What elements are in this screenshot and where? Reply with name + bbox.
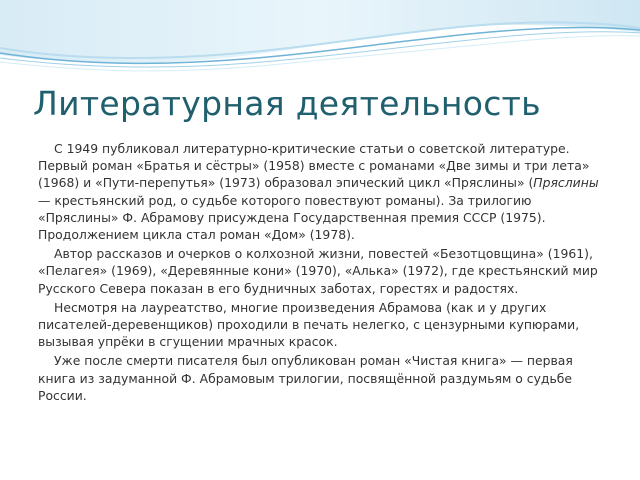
slide-body — [38, 140, 604, 406]
paragraph-3: Несмотря на лауреатство, многие произведения Абрамова (как и у других писателей-деревенщиков) проходили в печать нелегко, с цензурными купюрами, вызывая упрёки в сгущении мрачных красок. — [38, 299, 580, 350]
wave-header-decoration — [0, 0, 640, 80]
paragraph-4: Уже после смерти писателя был опубликован роман «Чистая книга» — первая книга из задуманной Ф. Абрамовым трилогии, посвящённой раздумьям о судьбе России. — [38, 353, 573, 403]
paragraph-1 — [38, 140, 604, 243]
paragraph-2: Автор рассказов и очерков о колхозной жизни, повестей «Безотцовщина» (1961), «Пелагея» (1969), «Деревянные кони» (1970), «Алька» (1972), где крестьянский мир Русского Севера показан в его будничных заботах, горестях и радостях. — [38, 246, 598, 296]
paragraph-1-text-start: С 1949 публиковал литературно-критические статьи о советской литературе. Первый роман «Братья и сёстры» (1958) вместе с романами «Две зимы и три лета» (1968) и «Пути-перепутья» (1973) образовал эпический цикл «Пряслины» ( — [38, 141, 590, 191]
slide-title: Литературная деятельность — [33, 84, 541, 123]
paragraph-1-text-end: — крестьянский род, о судьбе которого повествуют романы). За трилогию «Пряслины» Ф. Абрамову присуждена Государственная премия СССР (1975). Продолжением цикла стал роман «Дом» (1978). — [38, 192, 546, 243]
paragraph-1-italic-term: Пряслины — [533, 175, 599, 191]
